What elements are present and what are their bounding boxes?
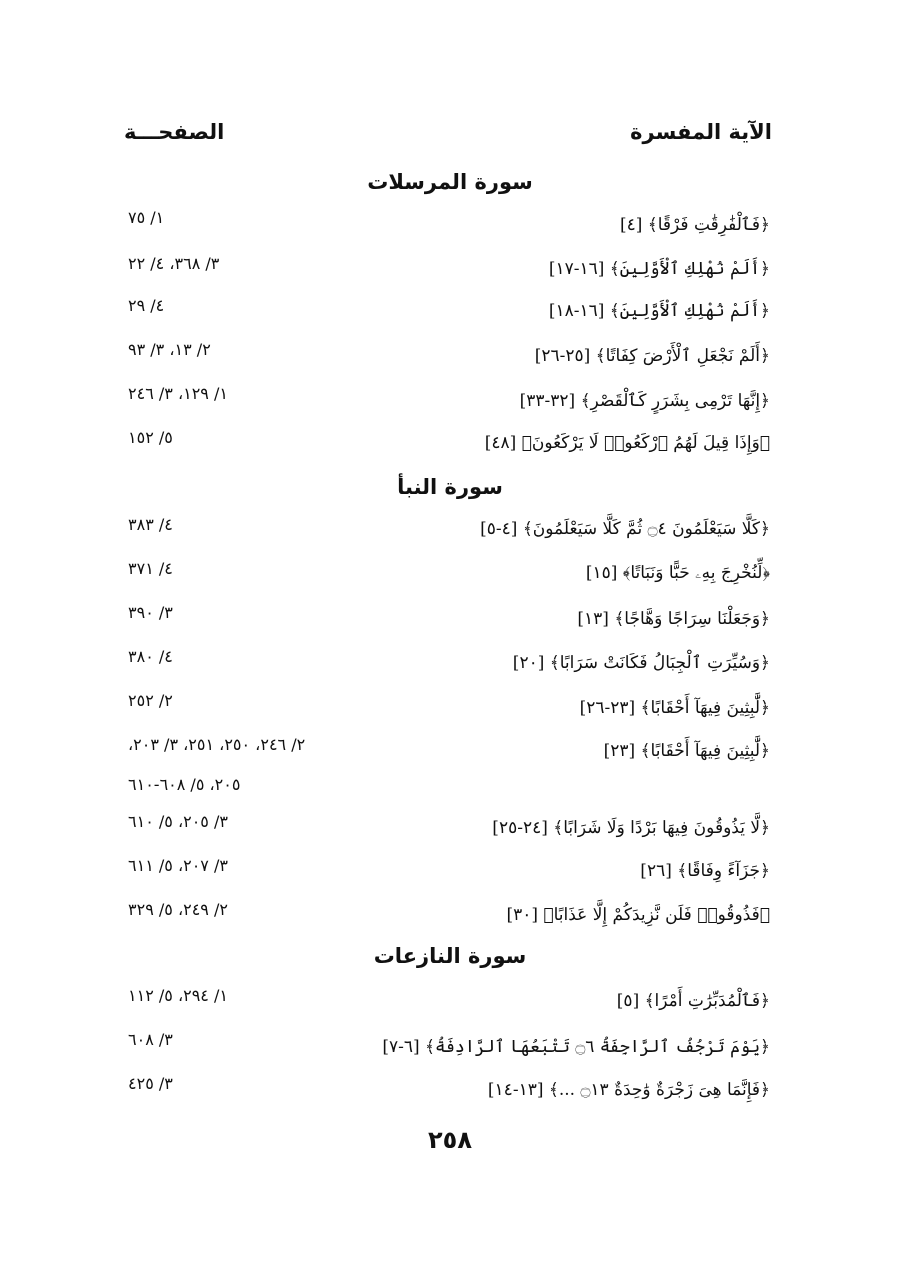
- surah-title: سورة النبأ: [397, 475, 503, 499]
- page-reference: ٣/ ٢٠٧، ٥/ ٦١١: [128, 856, 228, 875]
- page-reference: ١/ ١٢٩، ٣/ ٢٤٦: [128, 384, 228, 403]
- verse-entry: ﴿وَسُيِّرَتِ ٱلْجِبَالُ فَكَانَتْ سَرَابًا﴾ [٢٠]: [512, 653, 770, 673]
- verse-entry: ﴿فَذُوقُوا۟ فَلَن نَّزِيدَكُمْ إِلَّا عَذَابًا﴾ [٣٠]: [506, 905, 770, 925]
- page-reference: ٣/ ٣٦٨، ٤/ ٢٢: [128, 254, 220, 273]
- verse-entry: ﴿فَإِنَّمَا هِىَ زَجْرَةٌ وَٰحِدَةٌ ۝١٣ ...﴾ [١٣-١٤]: [487, 1080, 770, 1100]
- page-reference: ٣/ ٤٢٥: [128, 1074, 173, 1093]
- page-reference: ٢/ ١٣، ٣/ ٩٣: [128, 340, 211, 359]
- verse-entry: ﴿يَوْمَ تَرْجُفُ ٱلرَّاجِفَةُ ۝٦ تَتْبَعُهَا ٱلرَّادِفَةُ﴾ [٦-٧]: [382, 1037, 770, 1057]
- verse-entry: ﴿إِنَّهَا تَرْمِى بِشَرَرٍ كَٱلْقَصْرِ﴾ [٣٢-٣٣]: [519, 391, 770, 411]
- verse-entry: ﴿أَلَمْ نَجْعَلِ ٱلْأَرْضَ كِفَاتًا﴾ [٢٥-٢٦]: [534, 346, 770, 366]
- verse-entry: ﴿لَّٰبِثِينَ فِيهَآ أَحْقَابًا﴾ [٢٣]: [603, 741, 770, 761]
- page-reference: ١/ ٧٥: [128, 208, 165, 227]
- surah-title: سورة المرسلات: [367, 170, 533, 194]
- verse-entry: ﴿لِّنُخْرِجَ بِهِۦ حَبًّا وَنَبَاتًا﴾ [١٥]: [585, 563, 770, 583]
- verse-entry: ﴿وَإِذَا قِيلَ لَهُمُ ٱرْكَعُوا۟ لَا يَرْكَعُونَ﴾ [٤٨]: [484, 433, 770, 453]
- page-number: ٢٥٨: [428, 1126, 472, 1154]
- page-reference: ٤/ ٣٨٠: [128, 647, 173, 666]
- page-reference: ٢/ ٢٤٩، ٥/ ٣٢٩: [128, 900, 228, 919]
- verse-entry: ﴿أَلَمْ نُهْلِكِ ٱلْأَوَّلِينَ﴾ [١٦-١٧]: [548, 259, 770, 279]
- verse-entry: ﴿أَلَمْ نُهْلِكِ ٱلْأَوَّلِينَ﴾ [١٦-١٨]: [548, 301, 770, 321]
- verse-entry: ﴿لَّا يَذُوقُونَ فِيهَا بَرْدًا وَلَا شَرَابًا﴾ [٢٤-٢٥]: [492, 818, 770, 838]
- page-column-header: الصفحـــة: [124, 120, 225, 144]
- verse-entry: ﴿وَجَعَلْنَا سِرَاجًا وَهَّاجًا﴾ [١٣]: [577, 609, 770, 629]
- verse-column-header: الآية المفسرة: [630, 120, 772, 144]
- page-reference: ٣/ ٣٩٠: [128, 603, 173, 622]
- page-reference: ٣/ ٦٠٨: [128, 1030, 173, 1049]
- page-reference: ٤/ ٣٨٣: [128, 515, 173, 534]
- page-reference: ٤/ ٢٩: [128, 296, 165, 315]
- page-reference: ٤/ ٣٧١: [128, 559, 173, 578]
- verse-entry: ﴿جَزَآءً وِفَاقًا﴾ [٢٦]: [640, 861, 770, 881]
- page-reference: ٥/ ١٥٢: [128, 428, 173, 447]
- verse-entry: ﴿فَٱلْفَٰرِقَٰتِ فَرْقًا﴾ [٤]: [619, 215, 770, 235]
- page-reference: ٢/ ٢٥٢: [128, 691, 173, 710]
- page-reference: ١/ ٢٩٤، ٥/ ١١٢: [128, 986, 228, 1005]
- verse-entry: ﴿كَلَّا سَيَعْلَمُونَ ۝٤ ثُمَّ كَلَّا سَيَعْلَمُونَ﴾ [٤-٥]: [480, 519, 770, 539]
- page-reference: ٣/ ٢٠٥، ٥/ ٦١٠: [128, 812, 228, 831]
- surah-title: سورة النازعات: [373, 944, 527, 968]
- verse-entry: ﴿فَٱلْمُدَبِّرَٰتِ أَمْرًا﴾ [٥]: [616, 991, 770, 1011]
- verse-entry: ﴿لَّٰبِثِينَ فِيهَآ أَحْقَابًا﴾ [٢٣-٢٦]: [579, 698, 770, 718]
- page-reference-continued: ٢٠٥، ٥/ ٦٠٨-٦١٠: [128, 775, 241, 794]
- page-reference: ٢/ ٢٤٦، ٢٥٠، ٢٥١، ٣/ ٢٠٣،: [128, 735, 306, 754]
